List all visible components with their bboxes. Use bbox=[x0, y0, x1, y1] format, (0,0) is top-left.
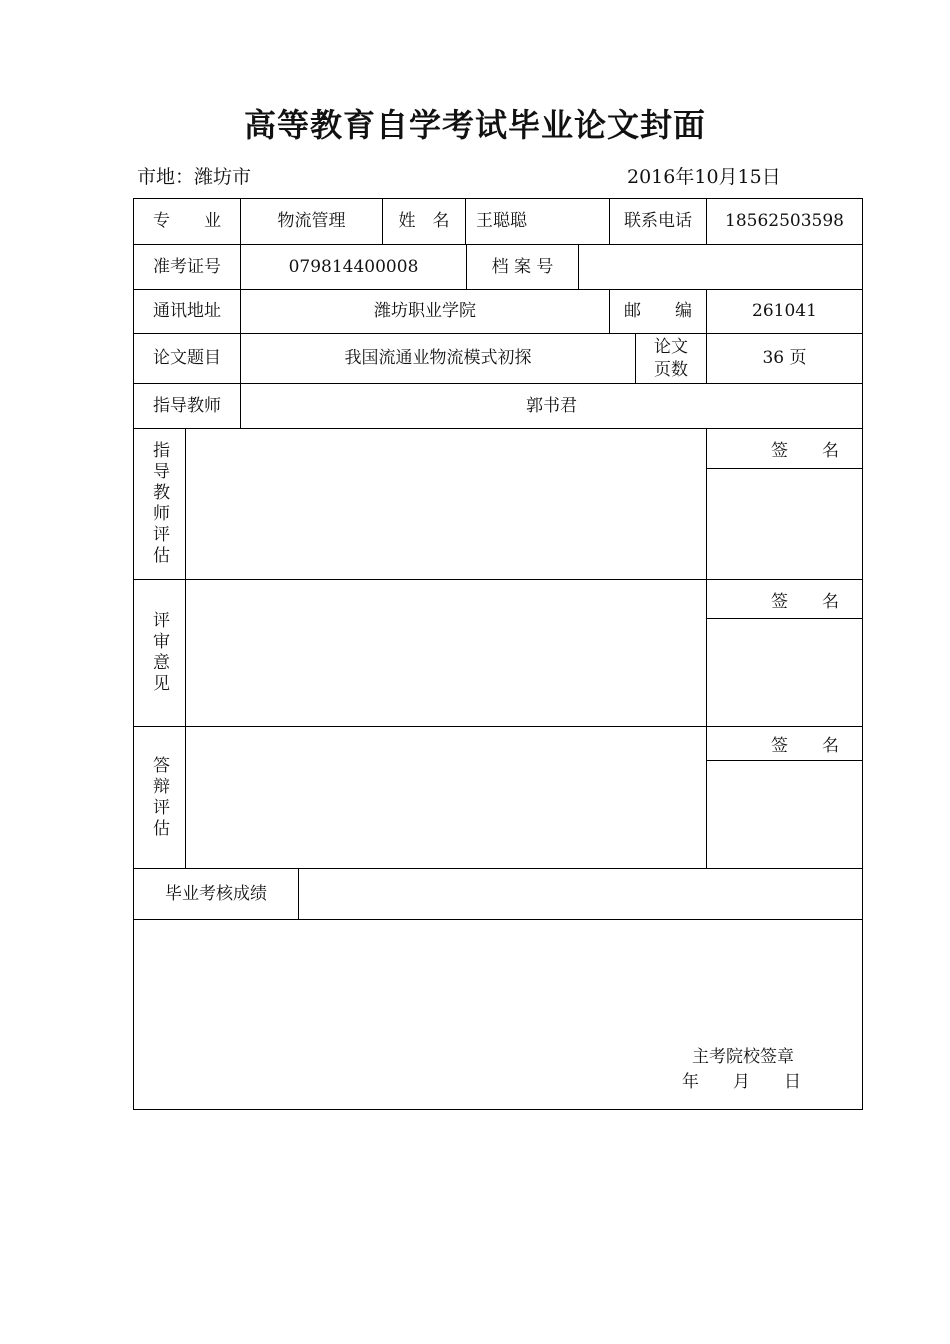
city-field: 市地：潍坊市 bbox=[137, 166, 252, 188]
pages-label-line-2: 页数 bbox=[654, 359, 688, 380]
pages-value[interactable]: 36 页 bbox=[762, 348, 807, 369]
row-major bbox=[134, 199, 862, 245]
seal-label: 主考院校签章 bbox=[692, 1047, 794, 1067]
phone-label: 联系电话 bbox=[610, 199, 707, 244]
advisor-value[interactable]: 郭书君 bbox=[526, 395, 577, 416]
advisor-eval-area[interactable] bbox=[185, 429, 706, 579]
row-exam-id bbox=[134, 245, 862, 290]
defense-sign-box bbox=[706, 727, 863, 868]
major-label: 专 业 bbox=[134, 199, 241, 244]
topic-value[interactable]: 我国流通业物流模式初探 bbox=[241, 334, 636, 383]
review-sign-box bbox=[706, 580, 863, 726]
cover-form-table bbox=[133, 198, 863, 1110]
advisor-label: 指导教师 bbox=[134, 384, 241, 428]
row-advisor-evaluation bbox=[134, 429, 862, 580]
address-value[interactable]: 潍坊职业学院 bbox=[241, 290, 610, 333]
pages-label-line-1: 论文 bbox=[654, 336, 688, 357]
row-grade bbox=[134, 869, 862, 920]
pages-label bbox=[636, 334, 707, 383]
address-label: 通讯地址 bbox=[134, 290, 241, 333]
defense-sign-label: 签 名 bbox=[707, 727, 863, 761]
row-address bbox=[134, 290, 862, 334]
archive-label: 档 案 号 bbox=[467, 245, 579, 289]
defense-sign-area[interactable] bbox=[707, 761, 863, 868]
defense-area[interactable] bbox=[185, 727, 706, 868]
name-value[interactable]: 王聪聪 bbox=[466, 199, 610, 244]
advisor-eval-label: 指导教师评估 bbox=[149, 441, 169, 567]
phone-value[interactable]: 18562503598 bbox=[725, 211, 844, 232]
grade-value[interactable] bbox=[299, 869, 862, 919]
advisor-sign-label: 签 名 bbox=[707, 429, 863, 469]
document-title: 高等教育自学考试毕业论文封面 bbox=[243, 106, 706, 144]
row-defense-evaluation bbox=[134, 727, 862, 869]
row-topic bbox=[134, 334, 862, 384]
review-sign-label: 签 名 bbox=[707, 580, 863, 619]
grade-label: 毕业考核成绩 bbox=[134, 869, 299, 919]
defense-label: 答辩评估 bbox=[149, 755, 169, 840]
topic-label: 论文题目 bbox=[134, 334, 241, 383]
archive-value[interactable] bbox=[579, 245, 862, 289]
postcode-label: 邮 编 bbox=[610, 290, 707, 333]
row-advisor bbox=[134, 384, 862, 429]
advisor-eval-label-cell bbox=[134, 429, 186, 579]
row-seal bbox=[134, 920, 862, 1109]
review-area[interactable] bbox=[185, 580, 706, 726]
review-sign-area[interactable] bbox=[707, 619, 863, 726]
seal-date: 年 月 日 bbox=[682, 1072, 801, 1092]
major-value[interactable]: 物流管理 bbox=[241, 199, 383, 244]
exam-id-label: 准考证号 bbox=[134, 245, 241, 289]
defense-label-cell bbox=[134, 727, 186, 868]
date-field: 2016年10月15日 bbox=[627, 166, 781, 188]
postcode-value[interactable]: 261041 bbox=[752, 301, 817, 322]
review-label: 评审意见 bbox=[149, 611, 169, 695]
name-label: 姓 名 bbox=[383, 199, 466, 244]
exam-id-value[interactable]: 079814400008 bbox=[241, 245, 467, 289]
advisor-sign-area[interactable] bbox=[707, 469, 863, 579]
row-review-opinion bbox=[134, 580, 862, 727]
review-label-cell bbox=[134, 580, 186, 726]
advisor-sign-box bbox=[706, 429, 863, 579]
